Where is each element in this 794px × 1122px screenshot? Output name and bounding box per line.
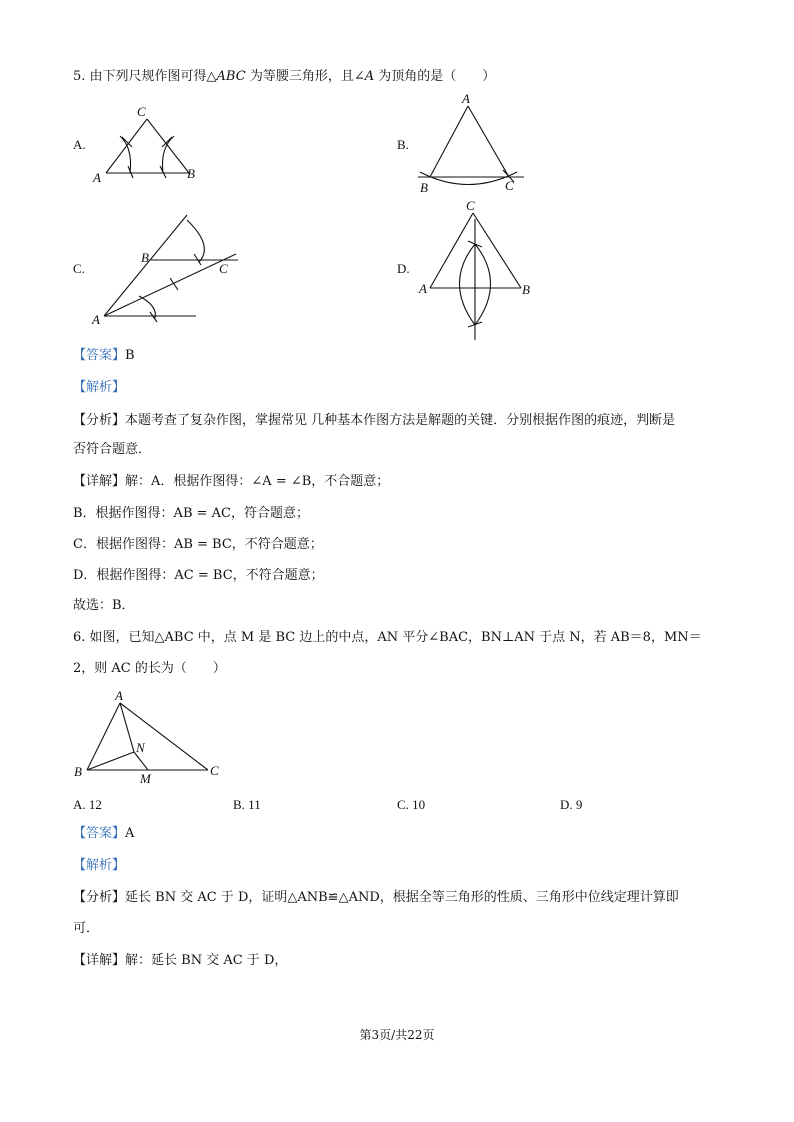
q5-detail-d: D．根据作图得：AC = BC，不符合题意；	[73, 568, 324, 583]
q6-choice-d: D. 9	[560, 797, 583, 812]
fig-b-label-c: C	[505, 178, 514, 193]
q6-fenxi-text2: 可．	[73, 921, 100, 936]
fig-c-label-b: B	[141, 250, 149, 265]
q6-analysis-heading: 【解析】	[73, 858, 126, 873]
q6-detail	[73, 953, 287, 969]
q5-answer-tag: 【答案】	[73, 348, 126, 363]
q5-stem-pre: 5. 由下列尺规作图可得	[73, 69, 207, 84]
q5-fenxi-tag: 【分析】	[73, 413, 126, 428]
fig-a-label-a: A	[93, 170, 101, 185]
q6-answer	[73, 826, 134, 842]
q5-answer-value: B	[125, 348, 135, 363]
q5-detail-c: C．根据作图得：AB = BC，不符合题意；	[73, 537, 323, 552]
q5-option-c-letter: C.	[73, 261, 85, 276]
q6-fenxi-text1: 延长 BN 交 AC 于 D，证明△ANB≌△AND，根据全等三角形的性质、三角形中位线定理计算即	[125, 890, 679, 905]
q5-conclusion: 故选：B．	[73, 598, 135, 613]
q5-detail-tag: 【详解】	[73, 474, 126, 489]
q5-detail-a-text: 解：A．根据作图得：∠A = ∠B，不合题意；	[125, 474, 390, 489]
fig-a-label-c: C	[137, 104, 146, 119]
page-footer: 第3页/共22页	[359, 1028, 435, 1042]
q5-analysis-heading: 【解析】	[73, 380, 126, 395]
q6-label-m: M	[140, 771, 151, 786]
q6-detail-tag: 【详解】	[73, 953, 126, 968]
q6-label-c: C	[210, 763, 219, 778]
q5-option-a-letter: A.	[73, 137, 86, 152]
q6-choice-b: B. 11	[233, 797, 261, 812]
fig-a-label-b: B	[187, 166, 195, 181]
fig-b-label-b: B	[420, 180, 428, 195]
q5-stem-mid: 为等腰三角形，且	[245, 69, 354, 84]
fig-d-label-c: C	[466, 198, 475, 213]
q5-fenxi-text1: 本题考查了复杂作图，掌握常见 几种基本作图方法是解题的关键．分别根据作图的痕迹，判断是	[125, 413, 676, 428]
q5-option-d-letter: D.	[397, 261, 410, 276]
q6-label-a: A	[115, 688, 123, 703]
fig-c-label-a: A	[92, 312, 100, 327]
q5-stem-post: 为顶角的是（ ）	[374, 69, 496, 84]
q6-choice-a: A. 12	[73, 797, 102, 812]
q5-stem-math: △ABC	[206, 69, 246, 84]
q6-stem-line1: 6. 如图，已知△ABC 中，点 M 是 BC 边上的中点，AN 平分∠BAC，BN⊥AN 于点 N，若 AB＝8，MN＝	[73, 630, 702, 645]
fig-b-label-a: A	[462, 91, 470, 106]
q5-stem-math2: ∠A	[353, 69, 375, 84]
q6-choice-c: C. 10	[397, 797, 426, 812]
q5-option-b-letter: B.	[397, 137, 409, 152]
fig-d-label-b: B	[522, 282, 530, 297]
q6-detail-text: 解：延长 BN 交 AC 于 D，	[125, 953, 288, 968]
fig-c-label-c: C	[219, 261, 228, 276]
fig-d-label-a: A	[419, 281, 427, 296]
q6-label-b: B	[74, 764, 82, 779]
q6-fenxi-tag: 【分析】	[73, 890, 126, 905]
q6-fenxi	[73, 890, 679, 906]
q5-detail-b: B．根据作图得：AB = AC，符合题意；	[73, 506, 309, 521]
q6-answer-tag: 【答案】	[73, 826, 126, 841]
q5-fenxi-text2: 否符合题意．	[73, 442, 152, 457]
q6-stem-line2: 2，则 AC 的长为（ ）	[73, 661, 226, 676]
q6-label-n: N	[136, 740, 145, 755]
q6-answer-value: A	[125, 826, 135, 841]
